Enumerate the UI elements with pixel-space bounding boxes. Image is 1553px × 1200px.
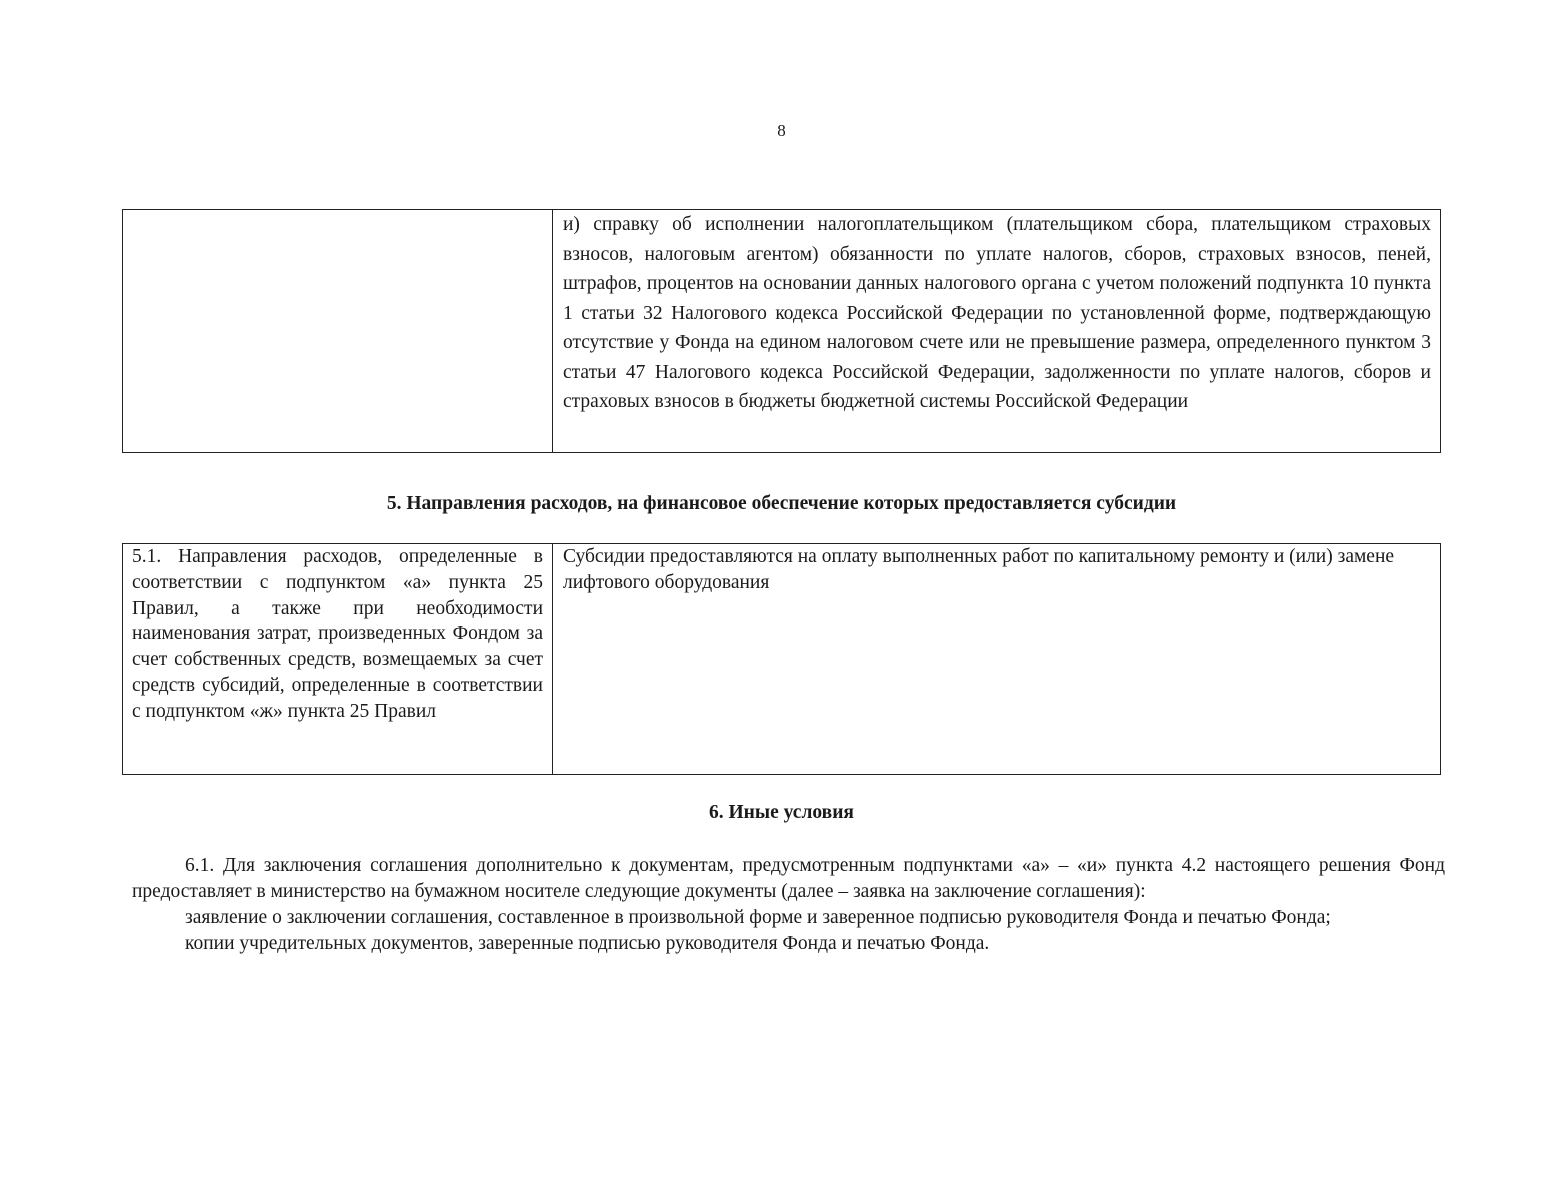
table-cell-item-i: и) справку об исполнении налогоплательщиком (плательщиком сбора, плательщиком страховых взносов, налоговым агентом) обязанности по уплате налогов, сборов, страховых взносов, пеней, штрафов, процентов на основании данных налогового органа с учетом положений подпункта 10 пункта 1 статьи 32 Налогового кодекса Российской Федерации по установленной форме, подтверждающую отсутствие у Фонда на едином налоговом счете или не превышение размера, определенного пунктом 3 статьи 47 Налогового кодекса Российской Федерации, задолженности по уплате налогов, сборов и страховых взносов в бюджеты бюджетной системы Российской Федерации bbox=[553, 210, 1441, 453]
paragraph-6-1: 6.1. Для заключения соглашения дополнительно к документам, предусмотренным подпунктами «а» – «и» пункта 4.2 настоящего решения Фонд предоставляет в министерство на бумажном носителе следующие документы (далее – заявка на заключение соглашения): bbox=[132, 855, 1445, 902]
section-6-body bbox=[132, 853, 1445, 957]
table-cell-empty bbox=[123, 210, 553, 453]
section-5-heading: 5. Направления расходов, на финансовое обеспечение которых предоставляется субсидии bbox=[386, 493, 1177, 514]
table-cell-subsidy-purpose: Субсидии предоставляются на оплату выполненных работ по капитальному ремонту и (или) замене лифтового оборудования bbox=[553, 544, 1441, 775]
section-6-heading: 6. Иные условия bbox=[709, 802, 854, 823]
paragraph-application-statement: заявление о заключении соглашения, составленное в произвольной форме и заверенное подписью руководителя Фонда и печатью Фонда; bbox=[185, 907, 1331, 928]
table-row bbox=[123, 210, 1441, 453]
expense-directions-table bbox=[122, 543, 1441, 775]
requirements-table-continuation bbox=[122, 209, 1441, 453]
paragraph-founding-documents: копии учредительных документов, заверенные подписью руководителя Фонда и печатью Фонда. bbox=[185, 933, 990, 954]
page-number: 8 bbox=[777, 121, 786, 140]
table-cell-expense-directions: 5.1. Направления расходов, определенные в соответствии с подпунктом «а» пункта 25 Правил, а также при необходимости наименования затрат, произведенных Фондом за счет собственных средств, возмещаемых за счет средств субсидий, определенные в соответствии с подпунктом «ж» пункта 25 Правил bbox=[123, 544, 553, 775]
table-row bbox=[123, 544, 1441, 775]
